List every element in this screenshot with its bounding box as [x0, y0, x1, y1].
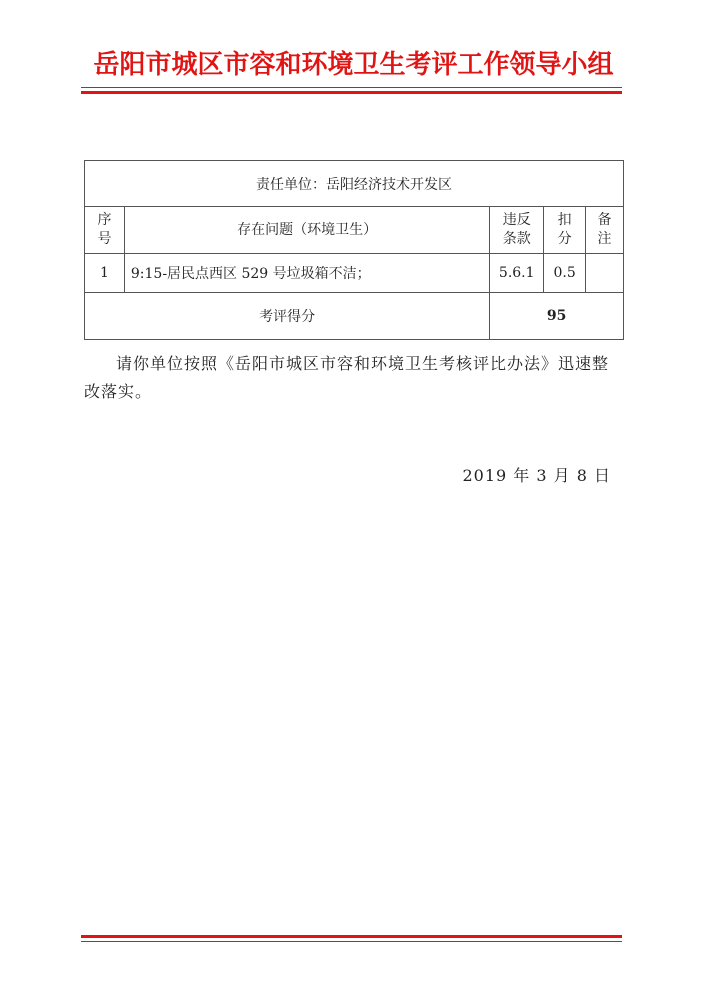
header-divider-thin [81, 87, 622, 88]
footer-divider-thick [81, 935, 622, 938]
row-deduct: 0.5 [544, 254, 586, 293]
table-score-row [85, 293, 624, 340]
table-header-row [85, 207, 624, 254]
header-note-line2: 注 [597, 231, 612, 247]
row-seq: 1 [85, 254, 125, 293]
header-note-line1: 备 [597, 212, 612, 228]
instruction-paragraph: 请你单位按照《岳阳市城区市容和环境卫生考核评比办法》迅速整改落实。 [84, 354, 610, 401]
header-clause-line2: 条款 [502, 231, 531, 247]
score-value: 95 [490, 293, 624, 340]
header-deduct [544, 207, 586, 254]
row-clause: 5.6.1 [490, 254, 544, 293]
table-unit-row [85, 161, 624, 207]
header-divider-thick [81, 91, 622, 94]
header-deduct-line2: 分 [557, 231, 572, 247]
header-seq-line2: 号 [97, 231, 112, 247]
row-issue: 9:15-居民点西区 529 号垃圾箱不洁； [124, 254, 489, 293]
score-label: 考评得分 [85, 293, 490, 340]
header-clause-line1: 违反 [502, 212, 531, 228]
footer-divider-thin [81, 941, 622, 942]
responsible-unit-cell: 责任单位：岳阳经济技术开发区 [85, 161, 624, 207]
row-note [586, 254, 624, 293]
header-clause [490, 207, 544, 254]
header-deduct-line1: 扣 [557, 212, 572, 228]
table-row [85, 254, 624, 293]
header-note [586, 207, 624, 254]
inspection-table [84, 160, 624, 340]
header-seq-line1: 序 [97, 212, 112, 228]
document-title: 岳阳市城区市容和环境卫生考评工作领导小组 [93, 50, 614, 80]
header-seq [85, 207, 125, 254]
header-issue: 存在问题（环境卫生） [124, 207, 489, 254]
document-date: 2019 年 3 月 8 日 [462, 466, 611, 485]
